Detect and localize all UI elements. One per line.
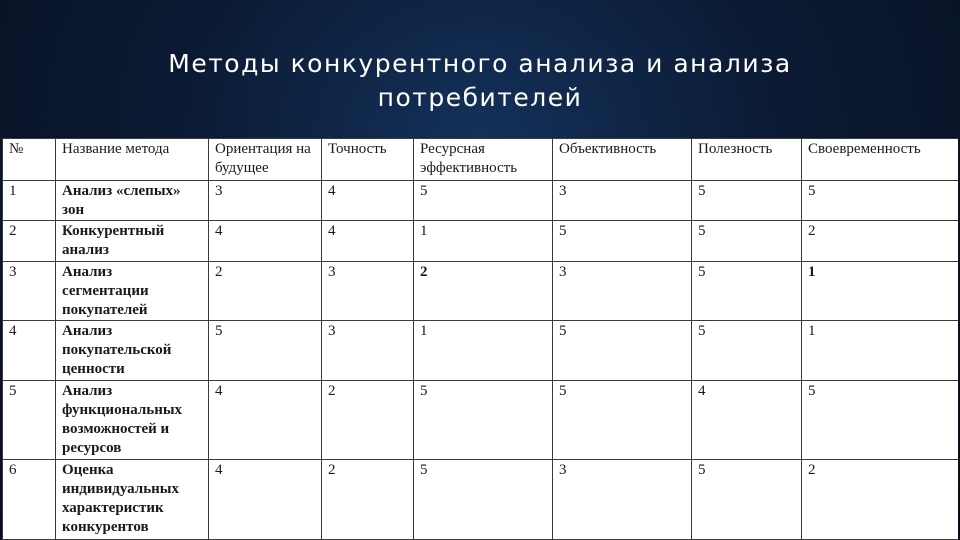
accuracy-score: 3 — [322, 321, 414, 381]
objectivity-score: 3 — [553, 262, 692, 321]
slide-title-line-2: потребителей — [377, 82, 583, 112]
slide-title — [0, 47, 960, 115]
resource-efficiency-score: 5 — [414, 381, 553, 460]
header-objectivity: Объективность — [553, 139, 692, 181]
future-orientation-score: 4 — [209, 381, 322, 460]
future-orientation-score: 5 — [209, 321, 322, 381]
resource-efficiency-score: 1 — [414, 321, 553, 381]
accuracy-score: 2 — [322, 460, 414, 540]
table-row — [3, 321, 959, 381]
table-row — [3, 460, 959, 540]
objectivity-score: 3 — [553, 460, 692, 540]
objectivity-score: 5 — [553, 381, 692, 460]
row-number: 6 — [3, 460, 56, 540]
header-accuracy: Точность — [322, 139, 414, 181]
future-orientation-score: 4 — [209, 460, 322, 540]
row-number: 4 — [3, 321, 56, 381]
method-name: Анализ «слепых» зон — [56, 181, 209, 221]
objectivity-score: 3 — [553, 181, 692, 221]
objectivity-score: 5 — [553, 321, 692, 381]
methods-table — [2, 138, 958, 540]
resource-efficiency-score: 5 — [414, 460, 553, 540]
header-timeliness: Своевременность — [802, 139, 959, 181]
usefulness-score: 5 — [692, 321, 802, 381]
method-name: Анализ сегментации покупателей — [56, 262, 209, 321]
table-row — [3, 381, 959, 460]
row-number: 2 — [3, 221, 56, 262]
header-usefulness: Полезность — [692, 139, 802, 181]
header-method-name: Название метода — [56, 139, 209, 181]
row-number: 5 — [3, 381, 56, 460]
header-resource-efficiency: Ресурсная эффективность — [414, 139, 553, 181]
accuracy-score: 4 — [322, 181, 414, 221]
timeliness-score: 2 — [802, 221, 959, 262]
table-row — [3, 221, 959, 262]
table-row — [3, 181, 959, 221]
timeliness-score: 5 — [802, 181, 959, 221]
method-name: Анализ покупательской ценности — [56, 321, 209, 381]
resource-efficiency-score: 2 — [414, 262, 553, 321]
usefulness-score: 5 — [692, 460, 802, 540]
methods-table-container — [2, 138, 958, 540]
header-number: № — [3, 139, 56, 181]
future-orientation-score: 2 — [209, 262, 322, 321]
table-row — [3, 262, 959, 321]
timeliness-score: 1 — [802, 262, 959, 321]
future-orientation-score: 4 — [209, 221, 322, 262]
method-name: Конкурентный анализ — [56, 221, 209, 262]
future-orientation-score: 3 — [209, 181, 322, 221]
objectivity-score: 5 — [553, 221, 692, 262]
table-header-row — [3, 139, 959, 181]
usefulness-score: 5 — [692, 181, 802, 221]
row-number: 1 — [3, 181, 56, 221]
row-number: 3 — [3, 262, 56, 321]
usefulness-score: 5 — [692, 262, 802, 321]
accuracy-score: 3 — [322, 262, 414, 321]
usefulness-score: 4 — [692, 381, 802, 460]
resource-efficiency-score: 5 — [414, 181, 553, 221]
slide-title-line-1: Методы конкурентного анализа и анализа — [168, 48, 792, 78]
method-name: Анализ функциональных возможностей и ресурсов — [56, 381, 209, 460]
usefulness-score: 5 — [692, 221, 802, 262]
timeliness-score: 2 — [802, 460, 959, 540]
method-name: Оценка индивидуальных характеристик конкурентов — [56, 460, 209, 540]
header-future-orientation: Ориентация на будущее — [209, 139, 322, 181]
accuracy-score: 2 — [322, 381, 414, 460]
accuracy-score: 4 — [322, 221, 414, 262]
timeliness-score: 1 — [802, 321, 959, 381]
timeliness-score: 5 — [802, 381, 959, 460]
resource-efficiency-score: 1 — [414, 221, 553, 262]
